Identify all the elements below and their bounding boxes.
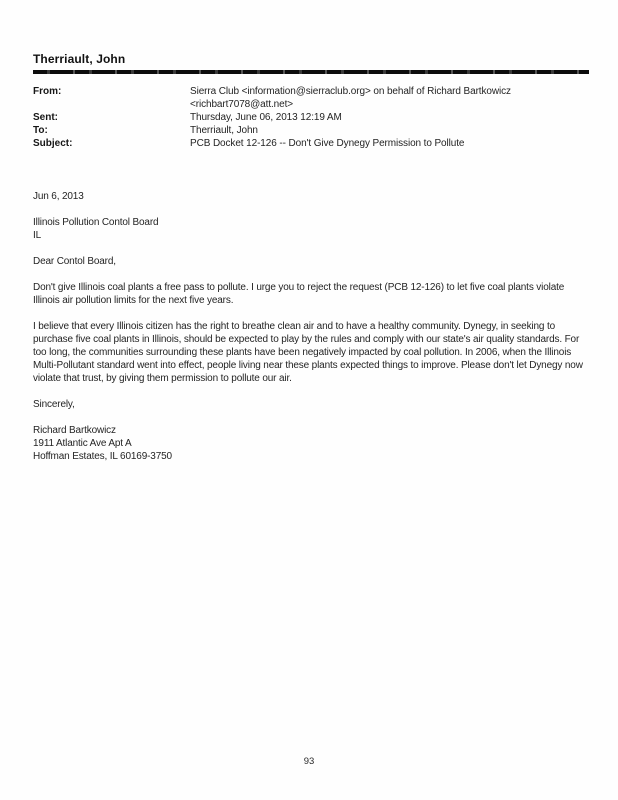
field-row-to bbox=[33, 124, 589, 137]
letter-paragraph-2: I believe that every Illinois citizen has the right to breathe clean air and to have a healthy community. Dynegy, in seeking to purchase five coal plants in Illinois, should be expected to play by the rules and comply with our state's air quality standards. For too long, the communities surrounding these plants have been negatively impacted by coal pollution. In 2006, when the Illinois Multi-Pollutant standard went into effect, people living near these plants expected things to improve. Please don't let Dynegy now violate that trust, by giving them permission to pollute our air. bbox=[33, 321, 583, 384]
letter-body bbox=[33, 190, 585, 476]
letter-signature bbox=[33, 424, 585, 463]
recipient-header: Therriault, John bbox=[33, 52, 126, 66]
field-value-subject: PCB Docket 12-126 -- Don't Give Dynegy Permission to Pollute bbox=[190, 138, 465, 149]
letter-addressee bbox=[33, 216, 585, 242]
page-number: 93 bbox=[303, 756, 315, 767]
email-header-fields bbox=[33, 85, 589, 150]
field-row-sent bbox=[33, 111, 589, 124]
field-label-sent: Sent: bbox=[33, 112, 58, 123]
field-row-from bbox=[33, 85, 589, 111]
field-row-subject bbox=[33, 137, 589, 150]
field-value-from: Sierra Club <information@sierraclub.org> on behalf of Richard Bartkowicz <richbart7078@att.net> bbox=[190, 86, 511, 110]
field-value-to: Therriault, John bbox=[190, 125, 258, 136]
letter-salutation: Dear Contol Board, bbox=[33, 256, 116, 267]
field-label-subject: Subject: bbox=[33, 138, 73, 149]
addressee-line-2: IL bbox=[33, 230, 42, 241]
letter-closing: Sincerely, bbox=[33, 399, 75, 410]
field-value-sent: Thursday, June 06, 2013 12:19 AM bbox=[190, 112, 342, 123]
signature-name: Richard Bartkowicz bbox=[33, 425, 116, 436]
signature-address-1: 1911 Atlantic Ave Apt A bbox=[33, 438, 132, 449]
letter-date: Jun 6, 2013 bbox=[33, 191, 84, 202]
field-label-to: To: bbox=[33, 125, 48, 136]
field-label-from: From: bbox=[33, 86, 62, 97]
addressee-line-1: Illinois Pollution Contol Board bbox=[33, 217, 159, 228]
letter-paragraph-1: Don't give Illinois coal plants a free pass to pollute. I urge you to reject the request (PCB 12-126) to let five coal plants violate Illinois air pollution limits for the next five years. bbox=[33, 282, 565, 306]
email-header bbox=[33, 52, 589, 150]
header-divider bbox=[33, 70, 589, 74]
signature-address-2: Hoffman Estates, IL 60169-3750 bbox=[33, 451, 172, 462]
